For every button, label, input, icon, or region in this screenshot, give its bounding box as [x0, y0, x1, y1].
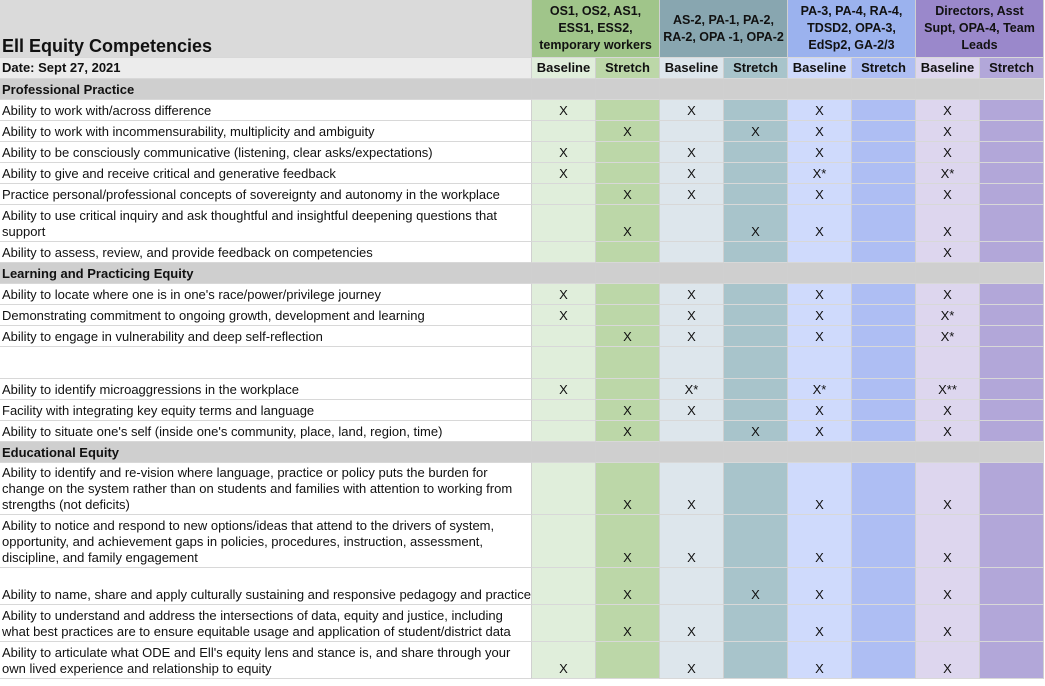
mark-cell[interactable]	[724, 326, 788, 347]
mark-cell[interactable]: X	[660, 515, 724, 568]
mark-cell[interactable]	[852, 642, 916, 679]
mark-cell[interactable]: X	[916, 242, 980, 263]
mark-cell[interactable]	[660, 421, 724, 442]
mark-cell[interactable]: X	[596, 515, 660, 568]
section-cell[interactable]	[916, 442, 980, 463]
mark-cell[interactable]: X	[660, 326, 724, 347]
column-header[interactable]: Baseline	[916, 58, 980, 79]
mark-cell[interactable]	[852, 284, 916, 305]
mark-cell[interactable]	[724, 379, 788, 400]
table-row	[0, 642, 1045, 679]
mark-cell[interactable]	[724, 142, 788, 163]
mark-cell[interactable]: X	[916, 642, 980, 679]
mark-cell[interactable]: X	[788, 184, 852, 205]
mark-cell[interactable]: X	[788, 205, 852, 242]
mark-cell[interactable]: X	[916, 205, 980, 242]
table-row	[0, 515, 1045, 568]
mark-cell[interactable]	[724, 184, 788, 205]
mark-cell[interactable]	[596, 305, 660, 326]
mark-cell[interactable]	[980, 605, 1044, 642]
table-row	[0, 463, 1045, 515]
column-header[interactable]: Stretch	[596, 58, 660, 79]
competency-label[interactable]: Facility with integrating key equity terms and language	[0, 400, 532, 421]
mark-cell[interactable]	[852, 100, 916, 121]
mark-cell[interactable]	[852, 400, 916, 421]
section-cell[interactable]	[724, 263, 788, 284]
table-row	[0, 421, 1045, 442]
mark-cell[interactable]: X	[596, 326, 660, 347]
mark-cell[interactable]	[724, 400, 788, 421]
mark-cell[interactable]: X	[596, 400, 660, 421]
mark-cell[interactable]: X	[660, 284, 724, 305]
mark-cell[interactable]	[852, 463, 916, 515]
mark-cell[interactable]: X	[788, 100, 852, 121]
section-cell[interactable]	[980, 79, 1044, 100]
mark-cell[interactable]	[724, 515, 788, 568]
mark-cell[interactable]	[788, 347, 852, 379]
mark-cell[interactable]: X	[788, 605, 852, 642]
mark-cell[interactable]	[532, 242, 596, 263]
competency-label[interactable]	[0, 347, 532, 379]
mark-cell[interactable]	[660, 568, 724, 605]
mark-cell[interactable]	[980, 515, 1044, 568]
mark-cell[interactable]: X	[532, 163, 596, 184]
mark-cell[interactable]	[532, 605, 596, 642]
mark-cell[interactable]	[980, 284, 1044, 305]
mark-cell[interactable]	[980, 100, 1044, 121]
mark-cell[interactable]	[532, 463, 596, 515]
mark-cell[interactable]: X*	[916, 326, 980, 347]
table-row	[0, 400, 1045, 421]
table-row	[0, 121, 1045, 142]
mark-cell[interactable]: X	[788, 568, 852, 605]
mark-cell[interactable]: X*	[788, 163, 852, 184]
mark-cell[interactable]: X	[788, 463, 852, 515]
mark-cell[interactable]: X	[596, 605, 660, 642]
competency-label[interactable]: Ability to name, share and apply culturally sustaining and responsive pedagogy and practice	[0, 568, 532, 605]
mark-cell[interactable]: X	[788, 305, 852, 326]
mark-cell[interactable]: X	[596, 421, 660, 442]
mark-cell[interactable]	[532, 184, 596, 205]
mark-cell[interactable]	[532, 205, 596, 242]
mark-cell[interactable]: X	[788, 121, 852, 142]
mark-cell[interactable]: X**	[916, 379, 980, 400]
competency-label[interactable]: Ability to articulate what ODE and Ell's equity lens and stance is, and share through your own lived experience and relationship to equity	[0, 642, 532, 679]
section-title[interactable]: Educational Equity	[0, 442, 532, 463]
mark-cell[interactable]	[532, 326, 596, 347]
mark-cell[interactable]	[724, 284, 788, 305]
role-group-header[interactable]: PA-3, PA-4, RA-4, TDSD2, OPA-3, EdSp2, GA-2/3	[788, 0, 916, 58]
column-header[interactable]: Stretch	[852, 58, 916, 79]
mark-cell[interactable]	[852, 605, 916, 642]
section-header-row	[0, 263, 1045, 284]
mark-cell[interactable]: X	[724, 205, 788, 242]
mark-cell[interactable]: X*	[788, 379, 852, 400]
column-header[interactable]: Stretch	[980, 58, 1044, 79]
mark-cell[interactable]: X	[660, 463, 724, 515]
competency-label[interactable]: Ability to understand and address the intersections of data, equity and justice, including what best practices are to ensure equitable usage and application of student/district data	[0, 605, 532, 642]
mark-cell[interactable]: X	[724, 568, 788, 605]
mark-cell[interactable]: X	[916, 421, 980, 442]
section-cell[interactable]	[788, 263, 852, 284]
section-cell[interactable]	[724, 79, 788, 100]
mark-cell[interactable]	[980, 305, 1044, 326]
mark-cell[interactable]: X	[916, 142, 980, 163]
competency-label[interactable]: Ability to engage in vulnerability and deep self-reflection	[0, 326, 532, 347]
mark-cell[interactable]	[724, 463, 788, 515]
mark-cell[interactable]	[532, 121, 596, 142]
mark-cell[interactable]	[724, 305, 788, 326]
header-row	[0, 0, 1045, 58]
table-row	[0, 379, 1045, 400]
table-row	[0, 142, 1045, 163]
competency-label[interactable]: Demonstrating commitment to ongoing growth, development and learning	[0, 305, 532, 326]
mark-cell[interactable]: X	[916, 568, 980, 605]
section-cell[interactable]	[788, 442, 852, 463]
section-cell[interactable]	[660, 442, 724, 463]
mark-cell[interactable]	[980, 379, 1044, 400]
mark-cell[interactable]	[596, 284, 660, 305]
mark-cell[interactable]: X	[788, 421, 852, 442]
mark-cell[interactable]	[852, 142, 916, 163]
mark-cell[interactable]: X	[916, 184, 980, 205]
page-title[interactable]: Ell Equity Competencies	[0, 0, 532, 58]
mark-cell[interactable]: X*	[916, 163, 980, 184]
section-cell[interactable]	[596, 263, 660, 284]
section-cell[interactable]	[596, 442, 660, 463]
mark-cell[interactable]	[852, 242, 916, 263]
column-header[interactable]: Baseline	[660, 58, 724, 79]
table-row	[0, 326, 1045, 347]
mark-cell[interactable]	[596, 142, 660, 163]
mark-cell[interactable]	[852, 121, 916, 142]
mark-cell[interactable]	[788, 242, 852, 263]
role-group-header[interactable]: Directors, Asst Supt, OPA-4, Team Leads	[916, 0, 1044, 58]
section-header-row	[0, 442, 1045, 463]
table-row	[0, 605, 1045, 642]
mark-cell[interactable]	[980, 642, 1044, 679]
mark-cell[interactable]: X	[596, 205, 660, 242]
section-cell[interactable]	[596, 79, 660, 100]
section-cell[interactable]	[852, 263, 916, 284]
mark-cell[interactable]	[980, 347, 1044, 379]
competency-label[interactable]: Ability to notice and respond to new options/ideas that attend to the drivers of system, opportunity, and achievement gaps in policies, procedures, instruction, assessment, discipline, and family engagement	[0, 515, 532, 568]
mark-cell[interactable]	[532, 515, 596, 568]
mark-cell[interactable]	[532, 400, 596, 421]
section-cell[interactable]	[980, 442, 1044, 463]
mark-cell[interactable]: X	[596, 463, 660, 515]
mark-cell[interactable]: X	[916, 284, 980, 305]
mark-cell[interactable]: X	[916, 605, 980, 642]
mark-cell[interactable]	[724, 642, 788, 679]
mark-cell[interactable]: X	[660, 605, 724, 642]
table-row	[0, 242, 1045, 263]
mark-cell[interactable]: X	[660, 142, 724, 163]
section-cell[interactable]	[532, 79, 596, 100]
competency-label[interactable]: Ability to work with/across difference	[0, 100, 532, 121]
mark-cell[interactable]: X	[660, 163, 724, 184]
mark-cell[interactable]: X	[596, 568, 660, 605]
mark-cell[interactable]	[852, 568, 916, 605]
mark-cell[interactable]: X*	[660, 379, 724, 400]
mark-cell[interactable]	[596, 347, 660, 379]
mark-cell[interactable]	[852, 163, 916, 184]
mark-cell[interactable]	[660, 121, 724, 142]
table-row	[0, 568, 1045, 605]
table-row	[0, 347, 1045, 379]
competency-label[interactable]: Ability to assess, review, and provide feedback on competencies	[0, 242, 532, 263]
mark-cell[interactable]	[980, 163, 1044, 184]
mark-cell[interactable]	[852, 205, 916, 242]
table-row	[0, 184, 1045, 205]
competency-label[interactable]: Ability to use critical inquiry and ask thoughtful and insightful deepening questions that support	[0, 205, 532, 242]
mark-cell[interactable]	[980, 142, 1044, 163]
competency-label[interactable]: Practice personal/professional concepts of sovereignty and autonomy in the workplace	[0, 184, 532, 205]
competency-label[interactable]: Ability to be consciously communicative (listening, clear asks/expectations)	[0, 142, 532, 163]
competency-label[interactable]: Ability to give and receive critical and generative feedback	[0, 163, 532, 184]
mark-cell[interactable]	[852, 305, 916, 326]
competency-label[interactable]: Ability to situate one's self (inside one's community, place, land, region, time)	[0, 421, 532, 442]
mark-cell[interactable]	[596, 100, 660, 121]
table-row	[0, 100, 1045, 121]
section-cell[interactable]	[788, 79, 852, 100]
column-header[interactable]: Baseline	[788, 58, 852, 79]
date-label[interactable]: Date: Sept 27, 2021	[0, 58, 532, 79]
mark-cell[interactable]	[596, 379, 660, 400]
section-cell[interactable]	[980, 263, 1044, 284]
mark-cell[interactable]	[916, 347, 980, 379]
mark-cell[interactable]	[724, 347, 788, 379]
mark-cell[interactable]	[596, 642, 660, 679]
mark-cell[interactable]: X	[532, 305, 596, 326]
mark-cell[interactable]	[980, 121, 1044, 142]
mark-cell[interactable]	[980, 463, 1044, 515]
mark-cell[interactable]: X	[660, 184, 724, 205]
mark-cell[interactable]	[660, 205, 724, 242]
mark-cell[interactable]: X	[532, 142, 596, 163]
mark-cell[interactable]	[980, 568, 1044, 605]
section-cell[interactable]	[724, 442, 788, 463]
mark-cell[interactable]	[724, 242, 788, 263]
mark-cell[interactable]	[724, 605, 788, 642]
section-cell[interactable]	[852, 442, 916, 463]
table-row	[0, 163, 1045, 184]
mark-cell[interactable]	[596, 242, 660, 263]
section-cell[interactable]	[916, 263, 980, 284]
mark-cell[interactable]: X	[788, 642, 852, 679]
table-row	[0, 284, 1045, 305]
table-row	[0, 305, 1045, 326]
mark-cell[interactable]: X	[916, 121, 980, 142]
column-header[interactable]: Stretch	[724, 58, 788, 79]
section-cell[interactable]	[916, 79, 980, 100]
mark-cell[interactable]: X	[724, 421, 788, 442]
section-cell[interactable]	[660, 79, 724, 100]
mark-cell[interactable]	[852, 184, 916, 205]
mark-cell[interactable]	[980, 242, 1044, 263]
mark-cell[interactable]: X	[596, 184, 660, 205]
mark-cell[interactable]: X	[660, 642, 724, 679]
mark-cell[interactable]: X	[532, 379, 596, 400]
role-group-header[interactable]: OS1, OS2, AS1, ESS1, ESS2, temporary workers	[532, 0, 660, 58]
mark-cell[interactable]	[532, 421, 596, 442]
mark-cell[interactable]: X*	[916, 305, 980, 326]
mark-cell[interactable]	[852, 421, 916, 442]
section-title[interactable]: Professional Practice	[0, 79, 532, 100]
competency-label[interactable]: Ability to locate where one is in one's race/power/privilege journey	[0, 284, 532, 305]
section-title[interactable]: Learning and Practicing Equity	[0, 263, 532, 284]
mark-cell[interactable]: X	[532, 100, 596, 121]
mark-cell[interactable]	[596, 163, 660, 184]
mark-cell[interactable]	[660, 347, 724, 379]
mark-cell[interactable]: X	[788, 284, 852, 305]
mark-cell[interactable]	[980, 421, 1044, 442]
table-row	[0, 205, 1045, 242]
column-header[interactable]: Baseline	[532, 58, 596, 79]
mark-cell[interactable]: X	[788, 400, 852, 421]
mark-cell[interactable]	[532, 347, 596, 379]
competency-label[interactable]: Ability to identify microaggressions in the workplace	[0, 379, 532, 400]
mark-cell[interactable]: X	[916, 100, 980, 121]
mark-cell[interactable]: X	[788, 142, 852, 163]
role-group-header[interactable]: AS-2, PA-1, PA-2, RA-2, OPA -1, OPA-2	[660, 0, 788, 58]
mark-cell[interactable]	[980, 326, 1044, 347]
mark-cell[interactable]	[852, 379, 916, 400]
competency-label[interactable]: Ability to work with incommensurability, multiplicity and ambiguity	[0, 121, 532, 142]
section-cell[interactable]	[532, 263, 596, 284]
mark-cell[interactable]	[660, 242, 724, 263]
mark-cell[interactable]: X	[916, 463, 980, 515]
section-header-row	[0, 79, 1045, 100]
mark-cell[interactable]: X	[916, 515, 980, 568]
section-cell[interactable]	[532, 442, 596, 463]
mark-cell[interactable]: X	[532, 284, 596, 305]
mark-cell[interactable]	[980, 205, 1044, 242]
mark-cell[interactable]: X	[660, 100, 724, 121]
mark-cell[interactable]: X	[788, 515, 852, 568]
mark-cell[interactable]	[852, 326, 916, 347]
mark-cell[interactable]	[724, 100, 788, 121]
mark-cell[interactable]: X	[532, 642, 596, 679]
mark-cell[interactable]: X	[660, 400, 724, 421]
section-cell[interactable]	[660, 263, 724, 284]
mark-cell[interactable]	[724, 163, 788, 184]
mark-cell[interactable]: X	[660, 305, 724, 326]
mark-cell[interactable]	[852, 515, 916, 568]
section-cell[interactable]	[852, 79, 916, 100]
mark-cell[interactable]	[852, 347, 916, 379]
subheader-row	[0, 58, 1045, 79]
mark-cell[interactable]: X	[916, 400, 980, 421]
mark-cell[interactable]: X	[596, 121, 660, 142]
mark-cell[interactable]: X	[724, 121, 788, 142]
mark-cell[interactable]: X	[788, 326, 852, 347]
mark-cell[interactable]	[980, 184, 1044, 205]
competency-label[interactable]: Ability to identify and re-vision where language, practice or policy puts the burden for change on the system rather than on students and families with attention to working from strengths (not deficits)	[0, 463, 532, 515]
mark-cell[interactable]	[532, 568, 596, 605]
mark-cell[interactable]	[980, 400, 1044, 421]
